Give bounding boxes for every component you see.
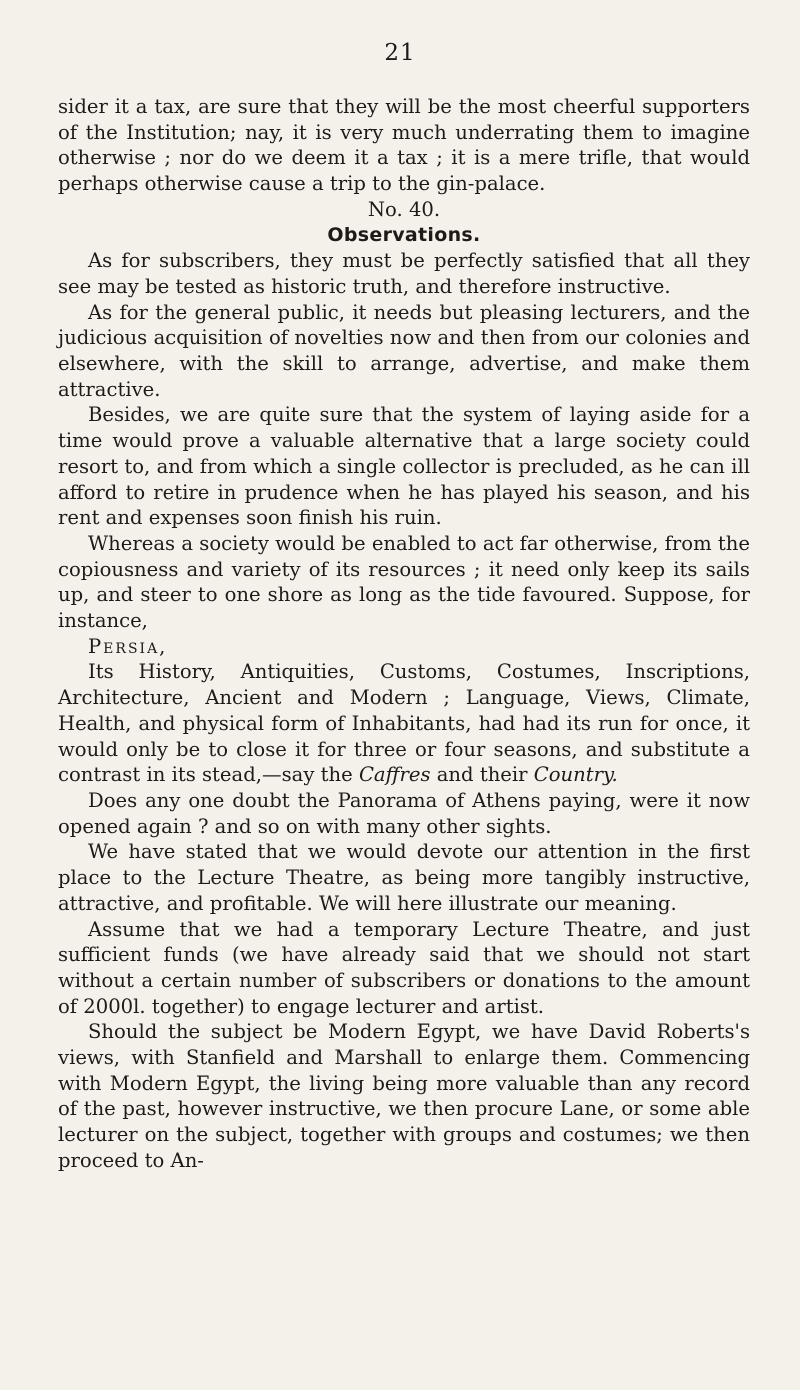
paragraph-panorama: Does any one doubt the Panorama of Athens paying, were it now opened again ? and so on with many other sights. bbox=[58, 788, 750, 838]
persia-text: Its History, Antiquities, Customs, Costumes, Inscriptions, Architecture, Ancient and Modern ; Language, Views, Climate, Health, and physical form of Inhabitants, had had its run for once, it would only be to close it for three or four seasons, and substitute a contrast in its stead,—say the bbox=[58, 660, 750, 787]
page-body bbox=[58, 94, 750, 1174]
caffres-text: Caffres bbox=[358, 763, 431, 787]
paragraph-besides: Besides, we are quite sure that the system of laying aside for a time would prove a valuable alternative that a large society could resort to, and from which a single collector is precluded, as he can ill afford to retire in prudence when he has played his season, and his rent and expenses soon finish his ruin. bbox=[58, 403, 750, 530]
paragraph-whereas: Whereas a society would be enabled to act far otherwise, from the copiousness and variety of its resources ; it need only keep its sails up, and steer to one shore as long as the tide favoured. Suppose, for instance, bbox=[58, 531, 750, 633]
section-heading: Observations. bbox=[327, 223, 481, 246]
country-text: Country. bbox=[533, 763, 618, 787]
section-number: No. 40. bbox=[367, 197, 441, 221]
paragraph-subscribers: As for subscribers, they must be perfectly satisfied that all they see may be tested as historic truth, and therefore instructive. bbox=[58, 249, 750, 298]
heading-persia: Persia, bbox=[88, 634, 168, 658]
paragraph-assume: Assume that we had a temporary Lecture Theatre, and just sufficient funds (we have already said that we should not start without a certain number of subscribers or donations to the amount of 2000l. together) to engage lecturer and artist. bbox=[58, 917, 750, 1018]
paragraph-modern-egypt: Should the subject be Modern Egypt, we have David Roberts's views, with Stanfield and Marshall to enlarge them. Commencing with Modern Egypt, the living being more valuable than any record of the past, however instructive, we then procure Lane, or some able lecturer on the subject, together with groups and costumes; we then proceed to An- bbox=[58, 1020, 750, 1172]
paragraph-lecture-theatre: We have stated that we would devote our attention in the first place to the Lecture Theatre, as being more tangibly instructive, attractive, and profitable. We will here illustrate our meaning. bbox=[58, 840, 750, 915]
page-number: 21 bbox=[384, 40, 416, 66]
and-their-text: and their bbox=[430, 763, 534, 787]
paragraph-persia-history bbox=[58, 659, 750, 788]
paragraph-general-public: As for the general public, it needs but pleasing lecturers, and the judicious acquisition of novelties now and then from our colonies and elsewhere, with the skill to arrange, advertise, and make them attractive. bbox=[58, 300, 750, 401]
paragraph-continuation: sider it a tax, are sure that they will be the most cheerful supporters of the Institution; nay, it is very much underrating them to imagine otherwise ; nor do we deem it a tax ; it is a mere trifle, that would perhaps otherwise cause a trip to the gin-palace. bbox=[58, 95, 750, 196]
